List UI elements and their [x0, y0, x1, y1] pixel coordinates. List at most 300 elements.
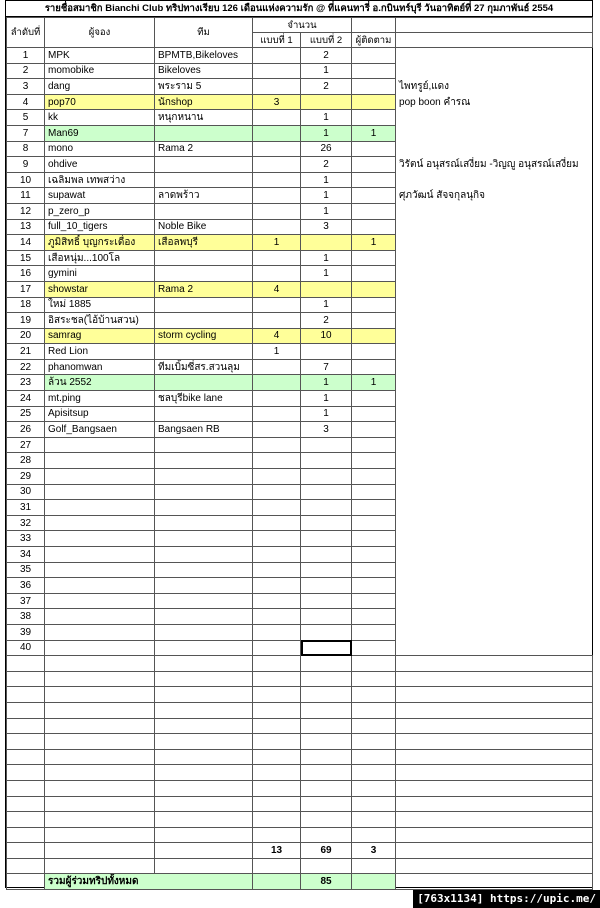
note[interactable]	[396, 609, 593, 625]
note[interactable]	[396, 125, 593, 141]
cell[interactable]	[396, 874, 593, 890]
cell[interactable]	[45, 702, 155, 718]
type2-count[interactable]	[301, 609, 352, 625]
member-name[interactable]: mono	[45, 141, 155, 157]
type1-count[interactable]	[253, 500, 301, 516]
team-name[interactable]	[155, 624, 253, 640]
member-name[interactable]: MPK	[45, 48, 155, 64]
row-number[interactable]: 37	[7, 593, 45, 609]
type1-count[interactable]	[253, 437, 301, 453]
cell[interactable]	[253, 812, 301, 828]
cell[interactable]	[155, 734, 253, 750]
note[interactable]	[396, 624, 593, 640]
member-name[interactable]	[45, 531, 155, 547]
cell[interactable]	[352, 702, 396, 718]
type2-count[interactable]	[301, 437, 352, 453]
total-type2[interactable]: 69	[301, 843, 352, 859]
team-name[interactable]: storm cycling	[155, 328, 253, 344]
team-name[interactable]	[155, 500, 253, 516]
member-name[interactable]: Man69	[45, 125, 155, 141]
follower-count[interactable]	[352, 484, 396, 500]
type1-count[interactable]	[253, 531, 301, 547]
cell[interactable]	[352, 765, 396, 781]
type2-count[interactable]	[301, 531, 352, 547]
cell[interactable]	[7, 702, 45, 718]
cell[interactable]	[352, 796, 396, 812]
cell[interactable]	[301, 687, 352, 703]
type1-count[interactable]	[253, 48, 301, 64]
team-name[interactable]: Rama 2	[155, 281, 253, 297]
row-number[interactable]: 35	[7, 562, 45, 578]
type1-count[interactable]	[253, 375, 301, 391]
team-name[interactable]: ชลบุรีbike lane	[155, 391, 253, 407]
follower-count[interactable]	[352, 188, 396, 204]
type1-count[interactable]	[253, 359, 301, 375]
row-number[interactable]: 4	[7, 94, 45, 110]
note[interactable]	[396, 453, 593, 469]
member-name[interactable]: เฉลิมพล เทพสว่าง	[45, 172, 155, 188]
row-number[interactable]: 3	[7, 79, 45, 95]
member-name[interactable]	[45, 609, 155, 625]
cell[interactable]	[155, 780, 253, 796]
team-name[interactable]	[155, 266, 253, 282]
cell[interactable]	[45, 671, 155, 687]
member-name[interactable]	[45, 562, 155, 578]
cell[interactable]	[7, 734, 45, 750]
cell[interactable]	[155, 796, 253, 812]
row-number[interactable]: 38	[7, 609, 45, 625]
row-number[interactable]: 24	[7, 391, 45, 407]
cell[interactable]	[301, 656, 352, 672]
row-number[interactable]: 10	[7, 172, 45, 188]
row-number[interactable]: 33	[7, 531, 45, 547]
row-number[interactable]: 36	[7, 578, 45, 594]
cell[interactable]	[7, 656, 45, 672]
type2-count[interactable]: 2	[301, 48, 352, 64]
team-name[interactable]	[155, 453, 253, 469]
follower-count[interactable]	[352, 531, 396, 547]
cell[interactable]	[7, 687, 45, 703]
type1-count[interactable]	[253, 624, 301, 640]
row-number[interactable]: 18	[7, 297, 45, 313]
note[interactable]	[396, 297, 593, 313]
team-name[interactable]	[155, 157, 253, 173]
cell[interactable]	[7, 718, 45, 734]
cell[interactable]	[155, 671, 253, 687]
team-name[interactable]	[155, 515, 253, 531]
note[interactable]	[396, 469, 593, 485]
team-name[interactable]	[155, 593, 253, 609]
type1-count[interactable]	[253, 250, 301, 266]
cell[interactable]	[45, 734, 155, 750]
cell[interactable]	[396, 702, 593, 718]
row-number[interactable]: 23	[7, 375, 45, 391]
type1-count[interactable]	[253, 640, 301, 656]
cell[interactable]	[7, 843, 45, 859]
team-name[interactable]	[155, 562, 253, 578]
type2-count[interactable]: 2	[301, 313, 352, 329]
team-name[interactable]: Bikeloves	[155, 63, 253, 79]
note[interactable]	[396, 359, 593, 375]
type2-count[interactable]: 26	[301, 141, 352, 157]
team-name[interactable]	[155, 578, 253, 594]
team-name[interactable]: Noble Bike	[155, 219, 253, 235]
member-name[interactable]	[45, 547, 155, 563]
follower-count[interactable]: 1	[352, 375, 396, 391]
note[interactable]	[396, 547, 593, 563]
follower-count[interactable]	[352, 359, 396, 375]
follower-count[interactable]	[352, 172, 396, 188]
type2-count[interactable]	[301, 640, 352, 656]
note[interactable]	[396, 578, 593, 594]
follower-count[interactable]	[352, 344, 396, 360]
type1-count[interactable]	[253, 157, 301, 173]
follower-count[interactable]	[352, 437, 396, 453]
cell[interactable]	[253, 765, 301, 781]
cell[interactable]	[253, 827, 301, 843]
follower-count[interactable]	[352, 157, 396, 173]
row-number[interactable]: 1	[7, 48, 45, 64]
follower-count[interactable]	[352, 391, 396, 407]
cell[interactable]	[352, 656, 396, 672]
member-name[interactable]: full_10_tigers	[45, 219, 155, 235]
note[interactable]	[396, 344, 593, 360]
type2-count[interactable]: 1	[301, 172, 352, 188]
cell[interactable]	[45, 718, 155, 734]
cell[interactable]	[155, 827, 253, 843]
note[interactable]: ศุภวัฒน์ สัจจกุลนุกิจ	[399, 190, 485, 202]
member-name[interactable]	[45, 578, 155, 594]
row-number[interactable]: 2	[7, 63, 45, 79]
team-name[interactable]	[155, 313, 253, 329]
follower-count[interactable]	[352, 141, 396, 157]
row-number[interactable]: 8	[7, 141, 45, 157]
row-number[interactable]: 29	[7, 469, 45, 485]
cell[interactable]	[7, 812, 45, 828]
member-name[interactable]	[45, 515, 155, 531]
cell[interactable]	[155, 656, 253, 672]
type2-count[interactable]	[301, 547, 352, 563]
follower-count[interactable]	[352, 624, 396, 640]
type2-count[interactable]: 10	[301, 328, 352, 344]
type1-count[interactable]	[253, 297, 301, 313]
grand-total-value[interactable]: 85	[301, 874, 352, 890]
cell[interactable]	[352, 718, 396, 734]
team-name[interactable]	[155, 609, 253, 625]
cell[interactable]	[45, 780, 155, 796]
note[interactable]	[396, 531, 593, 547]
note[interactable]	[396, 110, 593, 126]
cell[interactable]	[253, 874, 301, 890]
member-name[interactable]	[45, 453, 155, 469]
cell[interactable]	[352, 812, 396, 828]
note[interactable]: วิรัตน์ อนุสรณ์เสงี่ยม -วิญญู อนุสรณ์เสงี่ยม	[399, 158, 579, 170]
member-name[interactable]: ภูมิสิทธิ์ บุญกระเดื่อง	[45, 235, 155, 251]
team-name[interactable]	[155, 203, 253, 219]
type2-count[interactable]: 1	[301, 266, 352, 282]
cell[interactable]	[7, 858, 45, 874]
team-name[interactable]	[155, 125, 253, 141]
cell[interactable]	[352, 780, 396, 796]
cell[interactable]	[352, 827, 396, 843]
cell[interactable]	[396, 765, 593, 781]
cell[interactable]	[45, 827, 155, 843]
note[interactable]: ไพทรูย์,แดง	[399, 80, 450, 92]
follower-count[interactable]	[352, 515, 396, 531]
cell[interactable]	[155, 812, 253, 828]
type1-count[interactable]	[253, 593, 301, 609]
member-name[interactable]: gymini	[45, 266, 155, 282]
cell[interactable]	[253, 858, 301, 874]
type1-count[interactable]	[253, 219, 301, 235]
cell[interactable]	[45, 843, 155, 859]
member-name[interactable]: showstar	[45, 281, 155, 297]
cell[interactable]	[396, 734, 593, 750]
type1-count[interactable]	[253, 484, 301, 500]
cell[interactable]	[253, 702, 301, 718]
type1-count[interactable]: 4	[253, 281, 301, 297]
cell[interactable]	[45, 749, 155, 765]
cell[interactable]	[301, 858, 352, 874]
cell[interactable]	[45, 812, 155, 828]
team-name[interactable]: ลาดพร้าว	[155, 188, 253, 204]
row-number[interactable]: 27	[7, 437, 45, 453]
cell[interactable]	[253, 749, 301, 765]
type2-count[interactable]: 2	[301, 79, 352, 95]
follower-count[interactable]	[352, 593, 396, 609]
row-number[interactable]: 12	[7, 203, 45, 219]
cell[interactable]	[301, 734, 352, 750]
type1-count[interactable]	[253, 188, 301, 204]
note[interactable]	[396, 63, 593, 79]
cell[interactable]	[301, 796, 352, 812]
type2-count[interactable]: 1	[301, 63, 352, 79]
note[interactable]	[396, 328, 593, 344]
type2-count[interactable]: 1	[301, 391, 352, 407]
type1-count[interactable]	[253, 453, 301, 469]
member-name[interactable]	[45, 593, 155, 609]
team-name[interactable]	[155, 375, 253, 391]
member-name[interactable]: ใหม่ 1885	[45, 297, 155, 313]
row-number[interactable]: 26	[7, 422, 45, 438]
type2-count[interactable]: 3	[301, 219, 352, 235]
cell[interactable]	[7, 749, 45, 765]
type2-count[interactable]: 2	[301, 157, 352, 173]
row-number[interactable]: 25	[7, 406, 45, 422]
cell[interactable]	[155, 718, 253, 734]
cell[interactable]	[352, 858, 396, 874]
cell[interactable]	[45, 765, 155, 781]
cell[interactable]	[396, 687, 593, 703]
note[interactable]	[396, 437, 593, 453]
note[interactable]	[396, 640, 593, 656]
row-number[interactable]: 13	[7, 219, 45, 235]
follower-count[interactable]	[352, 281, 396, 297]
team-name[interactable]	[155, 640, 253, 656]
type2-count[interactable]: 1	[301, 188, 352, 204]
follower-count[interactable]	[352, 219, 396, 235]
follower-count[interactable]	[352, 313, 396, 329]
cell[interactable]	[352, 749, 396, 765]
cell[interactable]	[45, 687, 155, 703]
cell[interactable]	[352, 874, 396, 890]
cell[interactable]	[396, 796, 593, 812]
type2-count[interactable]: 1	[301, 125, 352, 141]
cell[interactable]	[7, 796, 45, 812]
cell[interactable]	[396, 812, 593, 828]
follower-count[interactable]	[352, 562, 396, 578]
cell[interactable]	[352, 671, 396, 687]
row-number[interactable]: 11	[7, 188, 45, 204]
team-name[interactable]	[155, 172, 253, 188]
cell[interactable]	[7, 671, 45, 687]
member-name[interactable]	[45, 500, 155, 516]
type1-count[interactable]	[253, 515, 301, 531]
note[interactable]	[396, 235, 593, 251]
member-name[interactable]: kk	[45, 110, 155, 126]
member-name[interactable]	[45, 437, 155, 453]
type2-count[interactable]: 1	[301, 406, 352, 422]
member-name[interactable]	[45, 469, 155, 485]
type1-count[interactable]	[253, 562, 301, 578]
member-name[interactable]: dang	[45, 79, 155, 95]
row-number[interactable]: 15	[7, 250, 45, 266]
cell[interactable]	[7, 765, 45, 781]
note[interactable]	[396, 406, 593, 422]
follower-count[interactable]	[352, 297, 396, 313]
team-name[interactable]	[155, 344, 253, 360]
team-name[interactable]: Bangsaen RB	[155, 422, 253, 438]
follower-count[interactable]	[352, 79, 396, 95]
type2-count[interactable]	[301, 624, 352, 640]
cell[interactable]	[301, 812, 352, 828]
member-name[interactable]: supawat	[45, 188, 155, 204]
note[interactable]	[396, 141, 593, 157]
type2-count[interactable]: 1	[301, 110, 352, 126]
row-number[interactable]: 9	[7, 157, 45, 173]
note[interactable]	[396, 515, 593, 531]
type1-count[interactable]: 4	[253, 328, 301, 344]
team-name[interactable]: นักshop	[155, 94, 253, 110]
note[interactable]	[396, 313, 593, 329]
type1-count[interactable]	[253, 203, 301, 219]
cell[interactable]	[396, 671, 593, 687]
member-name[interactable]: Red Lion	[45, 344, 155, 360]
type2-count[interactable]	[301, 515, 352, 531]
type1-count[interactable]	[253, 313, 301, 329]
member-name[interactable]: p_zero_p	[45, 203, 155, 219]
member-name[interactable]: ohdive	[45, 157, 155, 173]
cell[interactable]	[155, 858, 253, 874]
member-name[interactable]: ล้วน 2552	[45, 375, 155, 391]
follower-count[interactable]	[352, 110, 396, 126]
note[interactable]	[396, 562, 593, 578]
member-name[interactable]: เสือหนุ่ม...100โล	[45, 250, 155, 266]
type1-count[interactable]	[253, 79, 301, 95]
type2-count[interactable]	[301, 235, 352, 251]
type1-count[interactable]: 3	[253, 94, 301, 110]
cell[interactable]	[155, 765, 253, 781]
team-name[interactable]: เสือลพบุรี	[155, 235, 253, 251]
note[interactable]	[396, 250, 593, 266]
type1-count[interactable]: 1	[253, 235, 301, 251]
type1-count[interactable]	[253, 63, 301, 79]
row-number[interactable]: 32	[7, 515, 45, 531]
team-name[interactable]	[155, 484, 253, 500]
team-name[interactable]: Rama 2	[155, 141, 253, 157]
type2-count[interactable]: 7	[301, 359, 352, 375]
type1-count[interactable]	[253, 609, 301, 625]
type1-count[interactable]	[253, 266, 301, 282]
member-name[interactable]: Apisitsup	[45, 406, 155, 422]
type1-count[interactable]	[253, 406, 301, 422]
follower-count[interactable]	[352, 422, 396, 438]
cell[interactable]	[396, 718, 593, 734]
row-number[interactable]: 34	[7, 547, 45, 563]
cell[interactable]	[301, 827, 352, 843]
follower-count[interactable]	[352, 500, 396, 516]
follower-count[interactable]	[352, 578, 396, 594]
type2-count[interactable]	[301, 562, 352, 578]
type2-count[interactable]	[301, 469, 352, 485]
note[interactable]	[396, 593, 593, 609]
cell[interactable]	[155, 843, 253, 859]
cell[interactable]	[45, 656, 155, 672]
note[interactable]	[396, 484, 593, 500]
total-follower[interactable]: 3	[352, 843, 396, 859]
row-number[interactable]: 31	[7, 500, 45, 516]
cell[interactable]	[301, 671, 352, 687]
member-name[interactable]	[45, 624, 155, 640]
cell[interactable]	[45, 796, 155, 812]
type2-count[interactable]	[301, 281, 352, 297]
note[interactable]	[396, 266, 593, 282]
cell[interactable]	[253, 796, 301, 812]
cell[interactable]	[253, 780, 301, 796]
type2-count[interactable]: 1	[301, 375, 352, 391]
note[interactable]	[396, 172, 593, 188]
team-name[interactable]	[155, 547, 253, 563]
row-number[interactable]: 5	[7, 110, 45, 126]
team-name[interactable]	[155, 437, 253, 453]
type2-count[interactable]	[301, 593, 352, 609]
cell[interactable]	[396, 843, 593, 859]
member-name[interactable]	[45, 640, 155, 656]
total-type1[interactable]: 13	[253, 843, 301, 859]
follower-count[interactable]	[352, 203, 396, 219]
type1-count[interactable]: 1	[253, 344, 301, 360]
type1-count[interactable]	[253, 391, 301, 407]
type2-count[interactable]	[301, 500, 352, 516]
cell[interactable]	[7, 827, 45, 843]
row-number[interactable]: 21	[7, 344, 45, 360]
type1-count[interactable]	[253, 125, 301, 141]
type2-count[interactable]	[301, 578, 352, 594]
team-name[interactable]: หนุกหนาน	[155, 110, 253, 126]
type2-count[interactable]: 1	[301, 250, 352, 266]
note[interactable]	[396, 281, 593, 297]
follower-count[interactable]	[352, 609, 396, 625]
cell[interactable]	[352, 687, 396, 703]
row-number[interactable]: 17	[7, 281, 45, 297]
row-number[interactable]: 19	[7, 313, 45, 329]
cell[interactable]	[396, 827, 593, 843]
note[interactable]	[396, 500, 593, 516]
follower-count[interactable]	[352, 250, 396, 266]
type1-count[interactable]	[253, 547, 301, 563]
follower-count[interactable]	[352, 469, 396, 485]
row-number[interactable]: 7	[7, 125, 45, 141]
